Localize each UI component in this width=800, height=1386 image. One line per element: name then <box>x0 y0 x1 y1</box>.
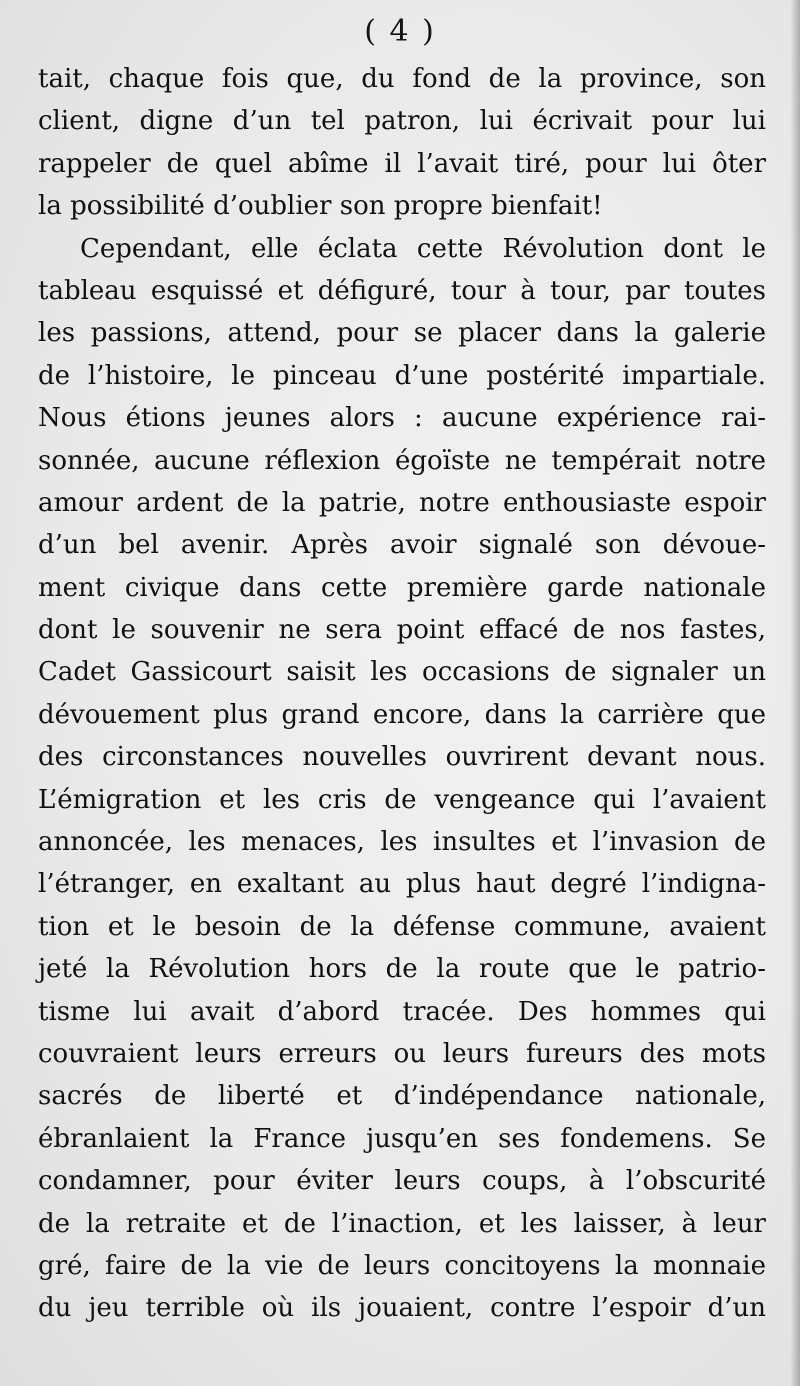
text-line: sonnée, aucune réflexion égoïste ne tempérait notre <box>38 445 766 476</box>
text-line: condamner, pour éviter leurs coups, à l’obscurité <box>38 1166 766 1197</box>
text-line: Nous étions jeunes alors : aucune expérience rai- <box>38 403 766 434</box>
text-line: la possibilité d’oublier son propre bienfait! <box>38 191 603 222</box>
text-line: des circonstances nouvelles ouvrirent devant nous. <box>38 742 766 773</box>
text-line: amour ardent de la patrie, notre enthousiaste espoir <box>38 487 766 518</box>
text-line: de la retraite et de l’inaction, et les laisser, à leur <box>38 1208 766 1239</box>
text-line: annoncée, les menaces, les insultes et l’invasion de <box>38 827 766 858</box>
text-line: tableau esquissé et défiguré, tour à tour, par toutes <box>38 275 766 306</box>
text-line: l’étranger, en exaltant au plus haut degré l’indigna- <box>38 869 766 900</box>
text-line: tisme lui avait d’abord tracée. Des hommes qui <box>38 996 766 1027</box>
text-line: les passions, attend, pour se placer dans la galerie <box>38 318 766 349</box>
text-line: gré, faire de la vie de leurs concitoyens la monnaie <box>38 1250 766 1281</box>
text-line: Cadet Gassicourt saisit les occasions de signaler un <box>38 657 766 688</box>
text-line: client, digne d’un tel patron, lui écrivait pour lui <box>38 106 766 137</box>
text-line: du jeu terrible où ils jouaient, contre l’espoir d’un <box>38 1293 766 1324</box>
text-line: ébranlaient la France jusqu’en ses fondemens. Se <box>38 1123 766 1154</box>
text-line: dévouement plus grand encore, dans la carrière que <box>38 699 766 730</box>
text-line: jeté la Révolution hors de la route que le patrio- <box>38 954 766 985</box>
text-line: rappeler de quel abîme il l’avait tiré, pour lui ôter <box>38 148 766 179</box>
text-line: couvraient leurs erreurs ou leurs fureurs des mots <box>38 1038 766 1069</box>
text-line: dont le souvenir ne sera point effacé de nos fastes, <box>38 615 766 646</box>
text-line: L’émigration et les cris de vengeance qui l’avaient <box>38 784 766 815</box>
text-line: de l’histoire, le pinceau d’une postérité impartiale. <box>38 360 766 391</box>
text-line: sacrés de liberté et d’indépendance nationale, <box>38 1081 766 1112</box>
text-line: ment civique dans cette première garde nationale <box>38 572 766 603</box>
page-edge-shadow <box>790 0 800 1386</box>
body-text <box>38 58 766 1330</box>
paragraph-start-line: Cependant, elle éclata cette Révolution dont le <box>80 233 766 264</box>
text-line: tait, chaque fois que, du fond de la province, son <box>38 64 766 94</box>
text-line: tion et le besoin de la défense commune, avaient <box>38 911 766 942</box>
page-number: ( 4 ) <box>364 14 436 49</box>
text-line: d’un bel avenir. Après avoir signalé son dévoue- <box>38 530 766 561</box>
